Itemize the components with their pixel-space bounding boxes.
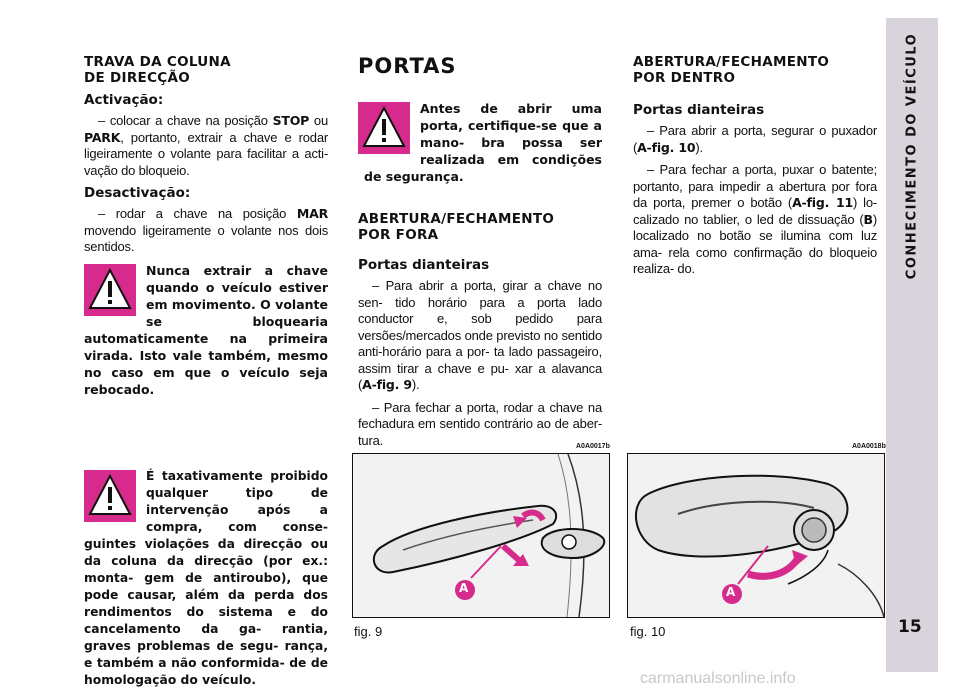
section-heading: ABERTURA/FECHAMENTO POR DENTRO xyxy=(633,54,830,86)
subheading: Portas dianteiras xyxy=(633,102,765,118)
warning-block-1 xyxy=(84,262,328,398)
watermark: carmanualsonline.info xyxy=(640,670,796,687)
warning-icon xyxy=(358,102,410,154)
warning-icon xyxy=(84,264,136,316)
activation-title: Activação: xyxy=(84,92,164,108)
deactivation-title: Desactivação: xyxy=(84,185,191,201)
column-steering-lock xyxy=(84,54,328,689)
page-number: 15 xyxy=(898,617,922,637)
callout-label: A xyxy=(726,585,736,599)
warning-text-3: Antes de abrir uma porta, certifique-se que a mano- bra possa ser realizada em condições de segurança. xyxy=(364,101,602,184)
figure-code: A0A0017b xyxy=(576,443,610,450)
warning-text-2: É taxativamente proibido qualquer tipo de intervenção após a compra, com conse- guintes violações da direcção ou da coluna da direcção (por ex.: monta- gem de antiroubo), que pode causar, além da perda dos rendimentos do sistema e do cancelamento da ga- rantia, graves problemas de segu- rança, e também a não conformida- de de homologação do veículo. xyxy=(84,468,328,687)
figure-code: A0A0018b xyxy=(852,443,886,450)
figure-caption: fig. 9 xyxy=(354,624,383,639)
warning-block-3 xyxy=(358,100,602,185)
paragraph: – Para abrir a porta, segurar o puxador (A-fig. 10). xyxy=(633,123,877,155)
figure-9-door-handle-outside xyxy=(352,453,610,618)
warning-block-2 xyxy=(84,468,328,689)
warning-text-1: Nunca extrair a chave quando o veículo estiver em movimento. O volante se bloquearia automaticamente na primeira virada. Isto vale também, mesmo no caso em que o veículo seja rebocado. xyxy=(84,262,328,397)
deactivation-text: – rodar a chave na posição MAR movendo ligeiramente o volante nos dois sentidos. xyxy=(84,206,328,254)
paragraph: – Para fechar a porta, rodar a chave na fechadura em sentido contrário ao de aber- tura. xyxy=(358,399,602,448)
column-doors-outside xyxy=(358,54,602,455)
paragraph: – Para abrir a porta, girar a chave no sen- tido horário para a porta lado conductor e, sob pedido para versões/mercados onde previsto no sentido anti-horário para a por- ta lado passageiro, assim tirar a chave e pu- xar a alavanca (A-fig. 9). xyxy=(358,278,602,392)
figure-10-door-handle-inside xyxy=(627,453,885,618)
callout-label: A xyxy=(459,581,469,595)
section-heading: ABERTURA/FECHAMENTO POR FORA xyxy=(358,211,555,243)
subheading: Portas dianteiras xyxy=(358,257,490,273)
column-doors-inside xyxy=(633,54,877,284)
paragraph: – Para fechar a porta, puxar o batente; portanto, para impedir a abertura por fora da porta, premer o botão (A-fig. 11) lo- calizado no tablier, o led de dissuação (B) localizado no botão se ilumina com luz ama- rela como confirmação do bloqueio realiza- do. xyxy=(633,162,878,276)
warning-icon xyxy=(84,470,136,522)
figure-caption: fig. 10 xyxy=(630,624,666,639)
page-title: PORTAS xyxy=(358,54,457,78)
activation-text: – colocar a chave na posição STOP ou PARK, portanto, extrair a chave e rodar ligeiramente o volante para facilitar a acti- vação do bloqueio. xyxy=(84,113,328,178)
section-title-vertical: CONHECIMENTO DO VEÍCULO xyxy=(904,32,920,280)
section-heading: TRAVA DA COLUNA DE DIRECÇÃO xyxy=(84,54,231,86)
